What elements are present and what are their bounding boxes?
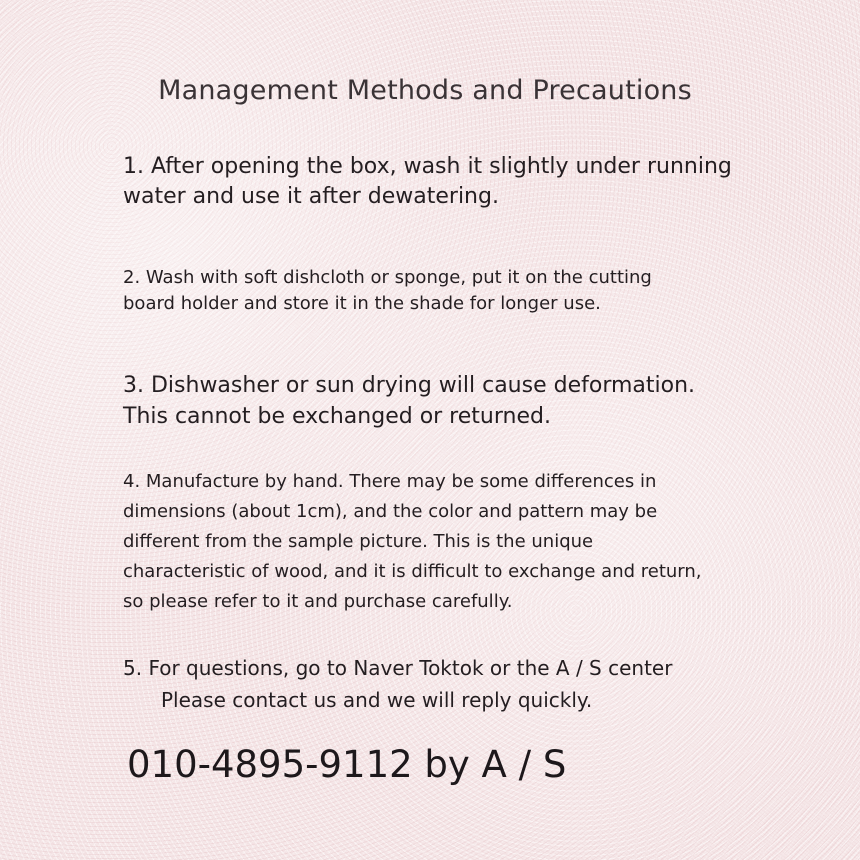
item-4-line-1: 4. Manufacture by hand. There may be some differences in: [123, 471, 657, 492]
item-4-line-5: so please refer to it and purchase carefully.: [123, 591, 513, 612]
precaution-item-3: [123, 370, 753, 432]
contact-phone: 010-4895-9112 by A / S: [127, 743, 567, 786]
precaution-item-5: [123, 652, 753, 716]
item-5-line-2: Please contact us and we will reply quickly.: [161, 688, 593, 712]
item-1-line-2: water and use it after dewatering.: [123, 184, 499, 209]
precaution-item-1: [123, 152, 753, 212]
item-4-line-2: dimensions (about 1cm), and the color and pattern may be: [123, 501, 658, 522]
precaution-item-4: [123, 467, 748, 617]
item-5-line-1: 5. For questions, go to Naver Toktok or the A / S center: [123, 656, 673, 680]
item-4-line-3: different from the sample picture. This is the unique: [123, 531, 594, 552]
item-3-line-2: This cannot be exchanged or returned.: [123, 404, 551, 429]
precaution-item-2: [123, 265, 753, 317]
item-3-line-1: 3. Dishwasher or sun drying will cause deformation.: [123, 373, 696, 398]
item-1-line-1: 1. After opening the box, wash it slightly under running: [123, 154, 732, 179]
item-2-line-1: 2. Wash with soft dishcloth or sponge, put it on the cutting: [123, 267, 652, 288]
page-title: Management Methods and Precautions: [158, 75, 692, 106]
item-4-line-4: characteristic of wood, and it is difficult to exchange and return,: [123, 561, 702, 582]
item-2-line-2: board holder and store it in the shade for longer use.: [123, 293, 601, 314]
